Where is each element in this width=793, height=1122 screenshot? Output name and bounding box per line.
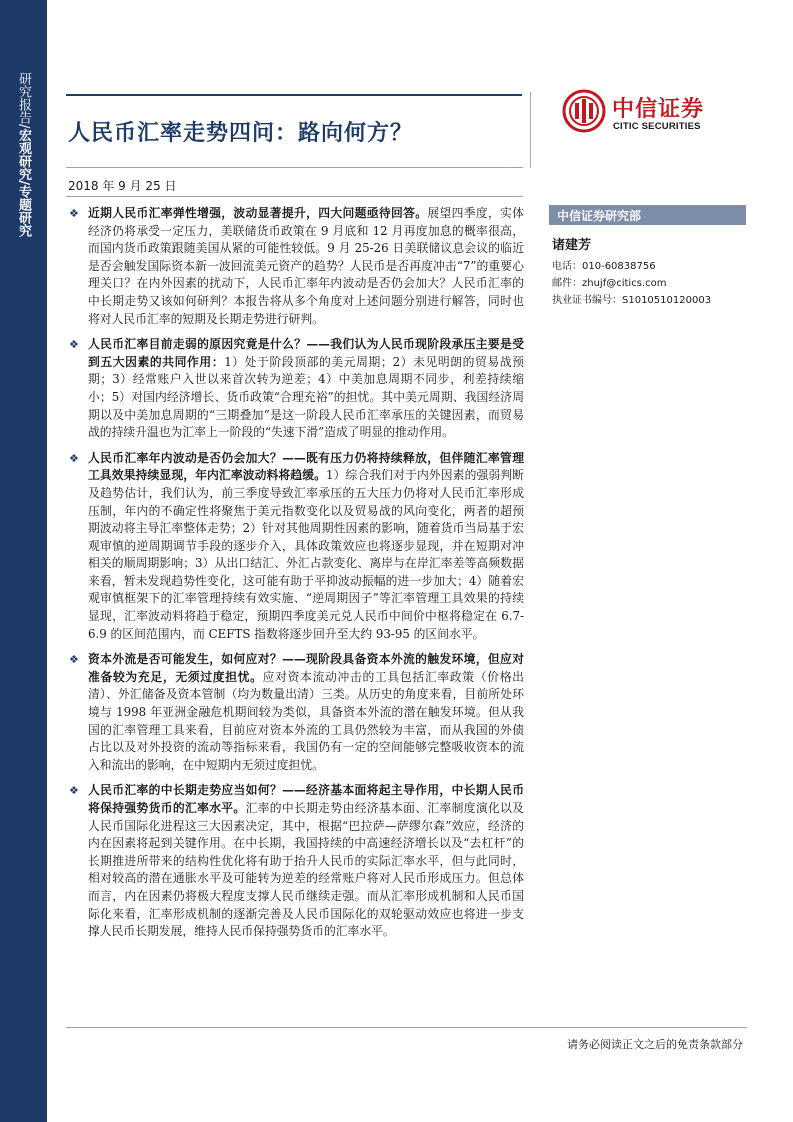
citic-logo bbox=[562, 86, 742, 136]
section-body: 展望四季度，实体经济仍将承受一定压力，美联储货币政策在 9 月底和 12 月再度加息的概率很高，而国内货币政策跟随美国从紧的可能性较低。9 月 25-26 日美联储议息会议的临近是否会触发国际资本新一波回流美元资产的趋势？人民币是否再度冲击“7”的重要心理关口？在内外因素的扰动下，人民币汇率年内波动是否仍会加大？人民币汇率的中长期走势又该如何研判？本报告将从多个角度对上述问题分别进行解答，同时也将对人民币汇率的短期及长期走势进行研判。 bbox=[88, 206, 524, 326]
section-lead: 近期人民币汇率弹性增强，波动显著提升，四大问题亟待回答。 bbox=[88, 206, 428, 220]
date-rule-top bbox=[66, 167, 523, 168]
cert-label: 执业证书编号： bbox=[552, 295, 622, 306]
section-body: 汇率的中长期走势由经济基本面、汇率制度演化以及人民币国际化进程这三大因素决定，其中，根据“巴拉萨—萨缪尔森”效应，经济的内在因素将起到关键作用。在中长期，我国持续的中高速经济增长以及“去杠杆”的长期推进所带来的结构性优化将有助于抬升人民币的实际汇率水平，但与此同时，相对较高的潜在通胀水平及可能转为逆差的经常账户将对人民币形成压力。但总体而言，内在因素仍将极大程度支撑人民币继续走强。而从汇率形成机制和人民币国际化来看，汇率形成机制的逐渐完善及人民币国际化的双轮驱动效应也将进一步支撑人民币长期发展，维持人民币保持强势货币的汇率水平。 bbox=[88, 801, 524, 939]
footer-rule bbox=[66, 1027, 747, 1028]
section-lead: 人民币汇率的中长期走势应当如何？——经济基本面将起主导作用，中长期人民币将保持强势货币的汇率水平。 bbox=[88, 783, 524, 815]
report-category-type: 研究报告/ bbox=[16, 72, 31, 129]
summary-section-1 bbox=[68, 205, 524, 328]
section-lead: 人民币汇率目前走弱的原因究竟是什么？——我们认为人民币现阶段承压主要是受到五大因素的共同作用： bbox=[88, 337, 524, 369]
department-title: 中信证券研究部 bbox=[557, 209, 642, 223]
diamond-bullet-icon: ❖ bbox=[69, 784, 79, 798]
email-value[interactable]: zhujf@citics.com bbox=[582, 278, 667, 289]
summary-section-2 bbox=[68, 336, 524, 442]
logo-chinese-name: 中信证券 bbox=[612, 97, 705, 122]
analyst-phone bbox=[552, 260, 656, 274]
section-lead: 人民币汇率年内波动是否仍会加大？——既有压力仍将持续释放，但伴随汇率管理工具效果持续显现，年内汇率波动料将趋缓。 bbox=[88, 450, 524, 483]
report-date: 2018 年 9 月 25 日 bbox=[68, 179, 177, 193]
summary-section-5 bbox=[68, 782, 524, 940]
sidebar-band bbox=[0, 0, 47, 1122]
citic-emblem-icon bbox=[562, 89, 606, 133]
email-label: 邮件： bbox=[552, 278, 582, 289]
phone-value: 010-60838756 bbox=[582, 261, 656, 272]
header-divider bbox=[530, 92, 531, 168]
logo-english-name: CITIC SECURITIES bbox=[613, 121, 701, 132]
diamond-bullet-icon: ❖ bbox=[69, 653, 79, 667]
section-body: 1）综合我们对于内外因素的强弱判断及趋势估计，我们认为，前三季度导致汇率承压的五大压力仍将对人民币汇率形成压制，年内的不确定性将聚焦于美元指数变化以及贸易战的风向变化，两者的超预期波动将主导汇率整体走势；2）针对其他周期性因素的影响，随着货币当局基于宏观审慎的逆周期调节手段的逐步介入，具体政策效应也将逐步显现，并在短期对冲相关的顺周期影响；3）从出口结汇、外汇占款变化、离岸与在岸汇率差等高频数据来看，暂未发现趋势性变化，这可能有助于平抑波动振幅的进一步加大；4）随着宏观审慎框架下的汇率管理持续有效实施、“逆周期因子”等汇率管理工具效果的持续显现，汇率波动料将趋于稳定，预期四季度美元兑人民币中间价中枢将稳定在 6.7-6.9 的区间范围内，而 CEFTS 指数将逐步回升至大约 93-95 的区间水平。 bbox=[88, 468, 524, 641]
page-title: 人民币汇率走势四问：路向何方？ bbox=[68, 121, 414, 146]
report-category-subject: 宏观研究/专题研究 bbox=[16, 128, 31, 238]
cert-value: S1010510120003 bbox=[622, 295, 712, 306]
report-category bbox=[13, 72, 33, 237]
section-body: 应对资本流动冲击的工具包括汇率政策（价格出清）、外汇储备及资本管制（均为数量出清）三类。从历史的角度来看，目前所处环境与 1998 年亚洲金融危机期间较为类似，具备资本外流的潜在触发环境。但从我国的汇率管理工具来看，目前应对资本外流的工具仍然较为丰富，而从我国的外债占比以及对外投资的流动等指标来看，我国仍有一定的空间能够完整吸收资本的流入和流出的影响，在中短期内无须过度担忧。 bbox=[88, 669, 524, 772]
summary-section-3 bbox=[68, 450, 524, 644]
phone-label: 电话： bbox=[552, 261, 582, 272]
title-rule bbox=[66, 94, 522, 96]
disclaimer-note: 请务必阅读正文之后的免责条款部分 bbox=[567, 1038, 743, 1051]
analyst-email[interactable] bbox=[552, 277, 666, 291]
diamond-bullet-icon: ❖ bbox=[69, 338, 79, 352]
analyst-cert bbox=[552, 294, 711, 308]
diamond-bullet-icon: ❖ bbox=[69, 451, 79, 465]
diamond-bullet-icon: ❖ bbox=[69, 207, 79, 220]
analyst-name: 诸建芳 bbox=[552, 238, 592, 253]
summary-content bbox=[68, 205, 524, 949]
section-lead: 资本外流是否可能发生，如何应对？——现阶段具备资本外流的触发环境，但应对准备较为充足，无须过度担忧。 bbox=[88, 652, 524, 684]
section-body: 1）处于阶段顶部的美元周期；2）未见明朗的贸易战预期；3）经常账户入世以来首次转为逆差；4）中美加息周期不同步，利差持续缩小；5）对国内经济增长、货币政策“合理充裕”的担忧。其中美元周期、我国经济周期以及中美加息周期的“三期叠加”是这一阶段人民币汇率承压的关键因素，而贸易战的持续升温也为汇率上一阶段的“失速下滑”造成了明显的推动作用。 bbox=[88, 354, 524, 440]
department-bar bbox=[549, 205, 746, 225]
summary-section-4 bbox=[68, 651, 524, 774]
date-rule-bottom bbox=[66, 196, 523, 197]
